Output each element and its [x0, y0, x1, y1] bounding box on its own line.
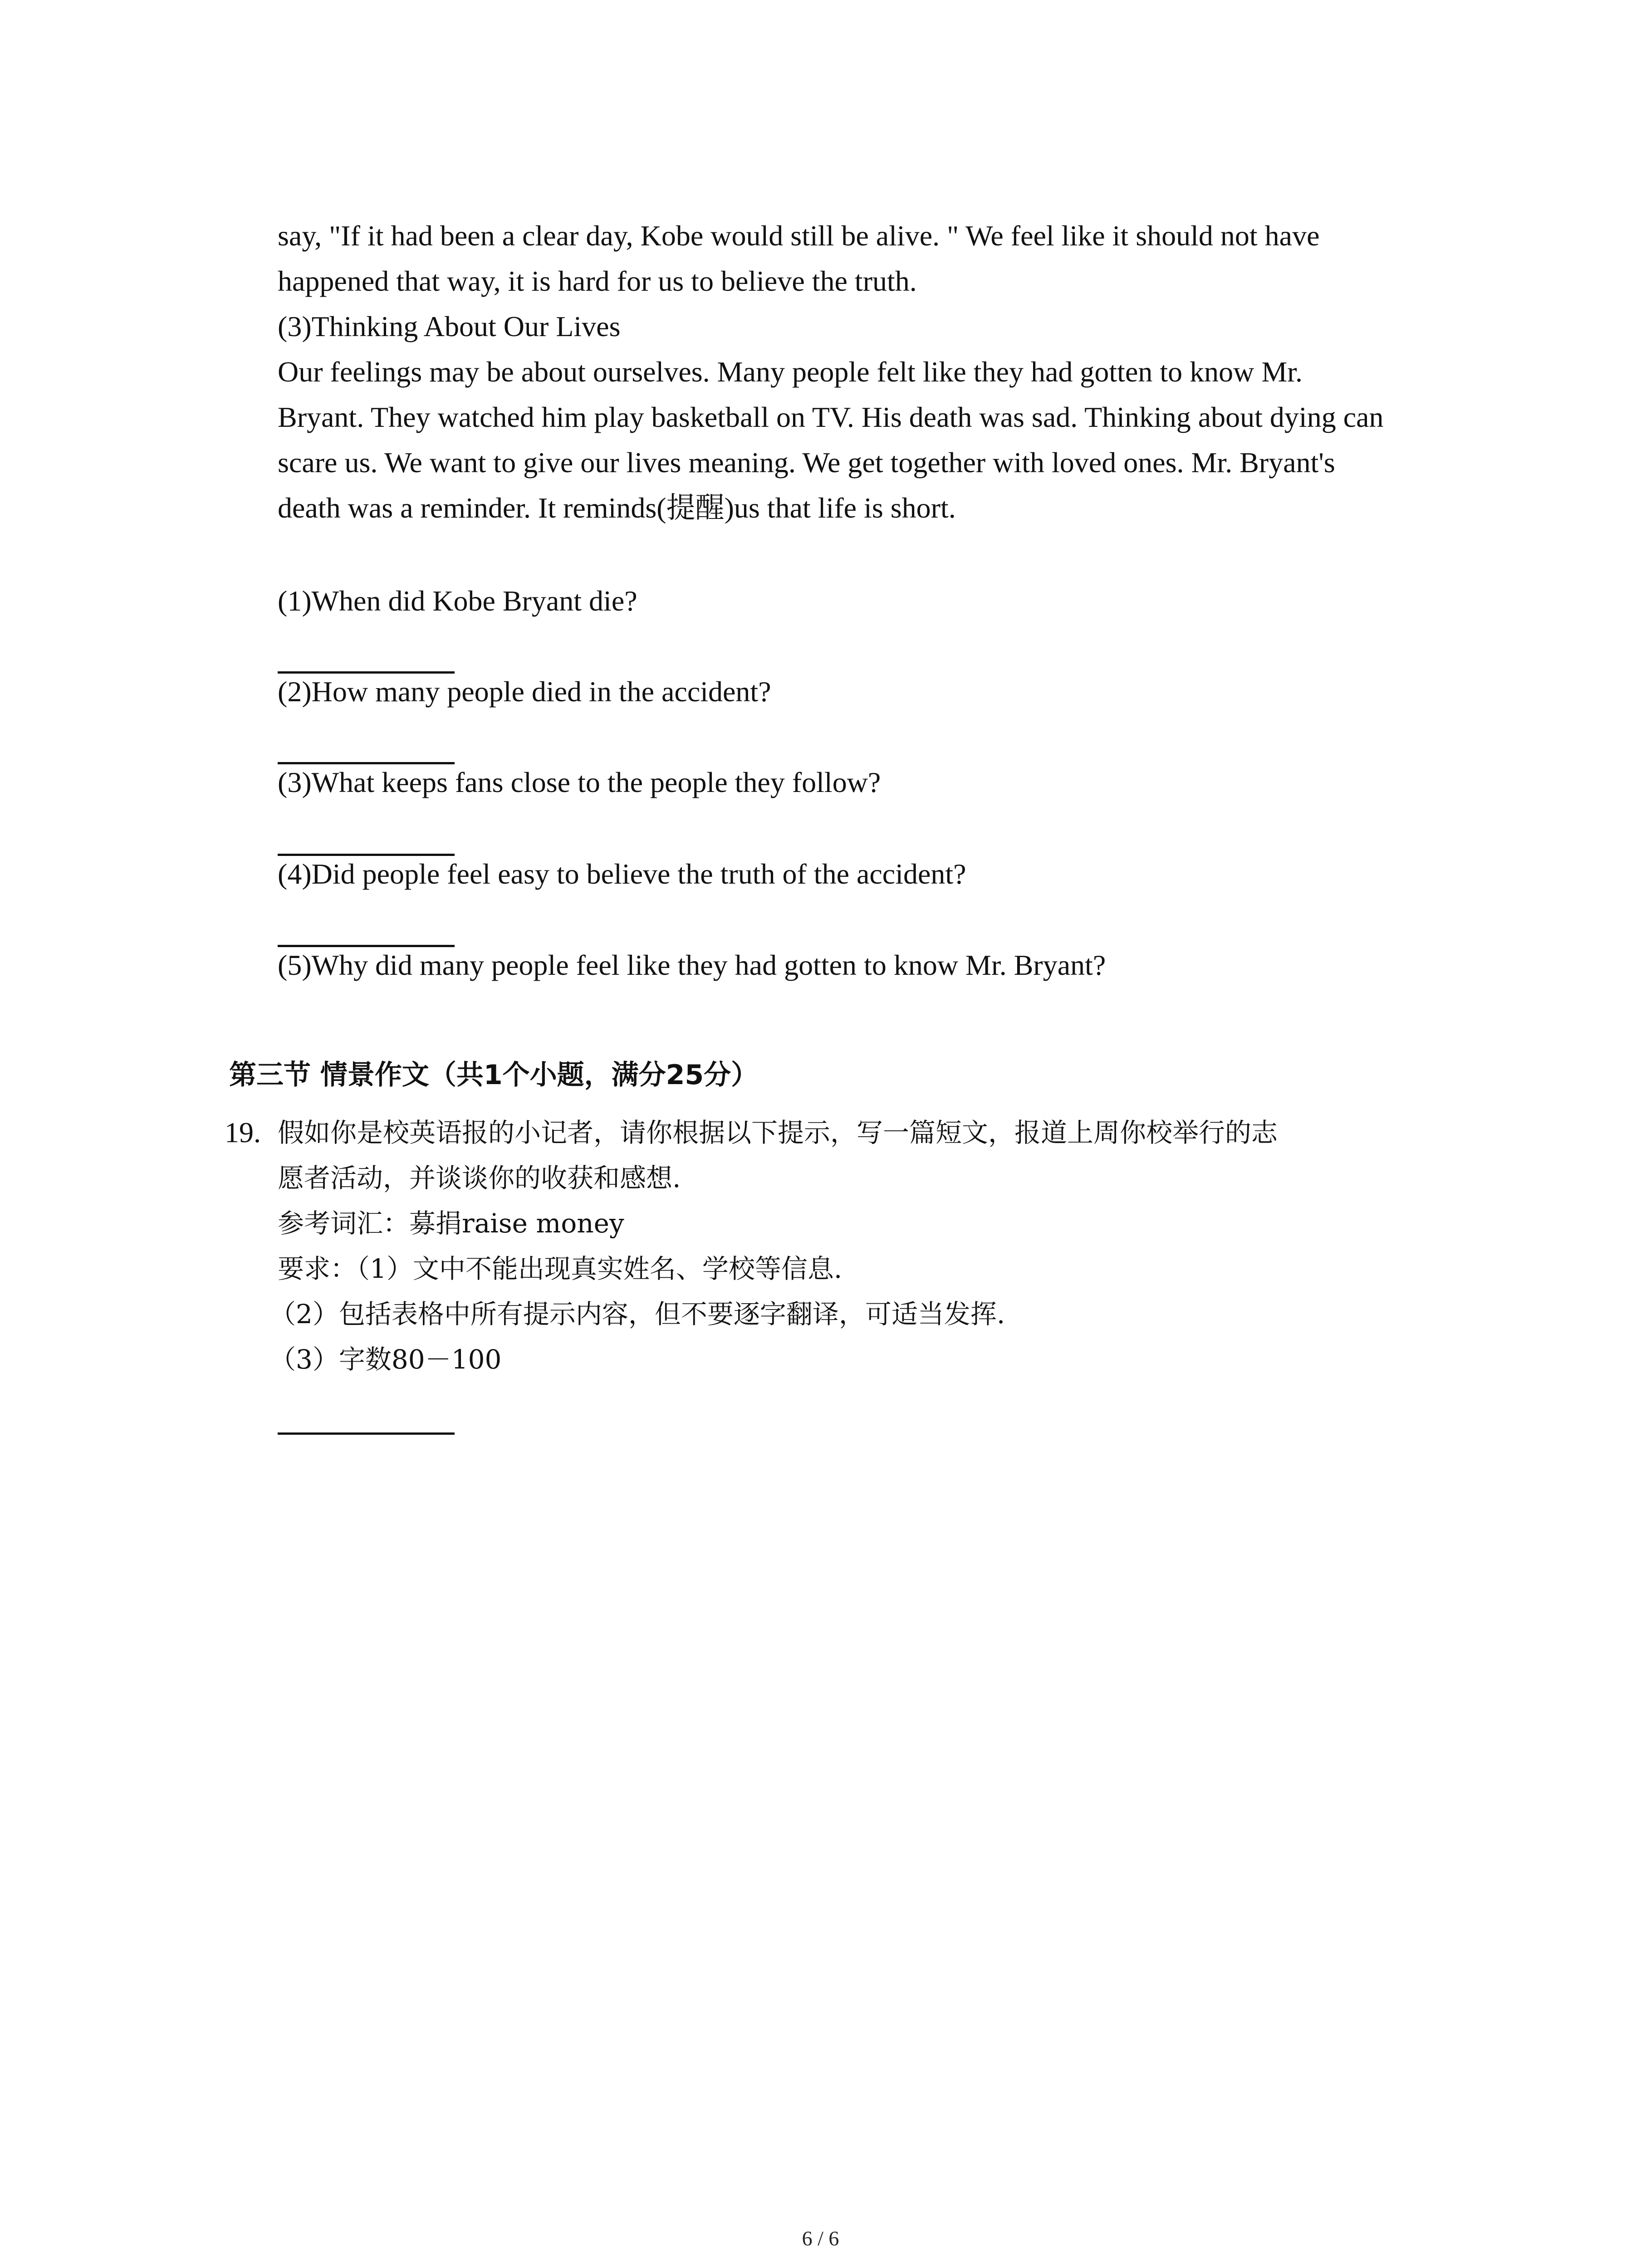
requirement-line: （2）包括表格中所有提示内容，但不要逐字翻译，可适当发挥.: [269, 1299, 1005, 1330]
question-number: 19.: [225, 1116, 261, 1149]
passage-line: say, "If it had been a clear day, Kobe would still be alive. " We feel like it should not have: [278, 220, 1320, 252]
passage-line: happened that way, it is hard for us to believe the truth.: [278, 265, 917, 297]
passage-line: Bryant. They watched him play basketball on TV. His death was sad. Thinking about dying can: [278, 401, 1384, 433]
requirement-line: 要求：（1）文中不能出现真实姓名、学校等信息.: [278, 1253, 843, 1284]
section-heading: 第三节 情景作文（共1个小题，满分25分）: [229, 1059, 759, 1091]
question-3: [278, 760, 1503, 805]
question-text: (4)Did people feel easy to believe the truth of the accident?: [278, 858, 966, 890]
question-text: (3)What keeps fans close to the people they follow?: [278, 766, 881, 798]
question-2: [278, 669, 1503, 714]
page-number: 6 / 6: [802, 2227, 839, 2250]
prompt-line: 愿者活动，并谈谈你的收获和感想.: [278, 1163, 681, 1193]
passage-line: scare us. We want to give our lives meaning. We get together with loved ones. Mr. Bryant's: [278, 446, 1335, 479]
answer-blank-19[interactable]: [278, 1432, 455, 1435]
reading-passage: [278, 213, 1503, 531]
passage-line: death was a reminder. It reminds(提醒)us that life is short.: [278, 492, 956, 524]
vocabulary-line: 参考词汇：募捐raise money: [278, 1208, 624, 1239]
requirement-line: （3）字数80－100: [269, 1344, 502, 1375]
prompt-line: 假如你是校英语报的小记者，请你根据以下提示，写一篇短文，报道上周你校举行的志: [278, 1117, 1278, 1148]
passage-line: Our feelings may be about ourselves. Many people felt like they had gotten to know Mr.: [278, 356, 1303, 388]
question-text: (1)When did Kobe Bryant die?: [278, 585, 637, 617]
writing-prompt: [269, 1110, 1525, 1382]
passage-subheading: (3)Thinking About Our Lives: [278, 310, 621, 342]
question-1: [278, 578, 1503, 624]
question-4: [278, 851, 1503, 897]
question-text: (2)How many people died in the accident?: [278, 675, 771, 708]
question-5: [278, 943, 1503, 988]
question-text: (5)Why did many people feel like they had gotten to know Mr. Bryant?: [278, 949, 1106, 981]
